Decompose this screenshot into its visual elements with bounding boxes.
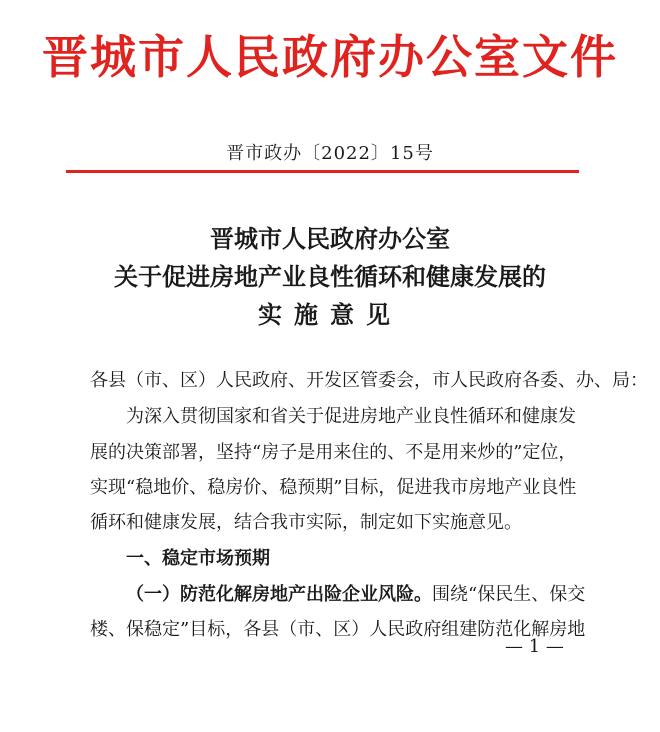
document-masthead: 晋城市人民政府办公室文件 [42,30,618,84]
item-1-heading: （一）防范化解房地产出险企业风险。 [126,584,432,605]
title-line-2: 关于促进房地产业良性循环和健康发展的 [114,262,546,291]
intro-line-4: 循环和健康发展，结合我市实际，制定如下实施意见。 [90,512,522,533]
intro-line-2: 展的决策部署，坚持“房子是用来住的、不是用来炒的”定位， [90,442,577,463]
page-number: — 1 — [505,636,564,657]
addressee-line: 各县（市、区）人民政府、开发区管委会，市人民政府各委、办、局： [90,370,648,391]
intro-line-1: 为深入贯彻国家和省关于促进房地产业良性循环和健康发 [126,406,576,427]
item-1-line-2: 楼、保稳定”目标，各县（市、区）人民政府组建防范化解房地 [90,619,586,640]
item-1-line-1 [126,582,585,608]
title-line-1: 晋城市人民政府办公室 [210,224,450,253]
section-1-heading: 一、稳定市场预期 [126,548,270,569]
red-separator-line [66,170,579,173]
intro-line-3: 实现“稳地价、稳房价、稳预期”目标，促进我市房地产业良性 [90,477,577,498]
document-number: 晋市政办〔2022〕15号 [226,143,434,164]
title-line-3: 实施意见 [258,300,402,329]
item-1-text-first: 围绕“保民生、保交 [432,584,586,605]
